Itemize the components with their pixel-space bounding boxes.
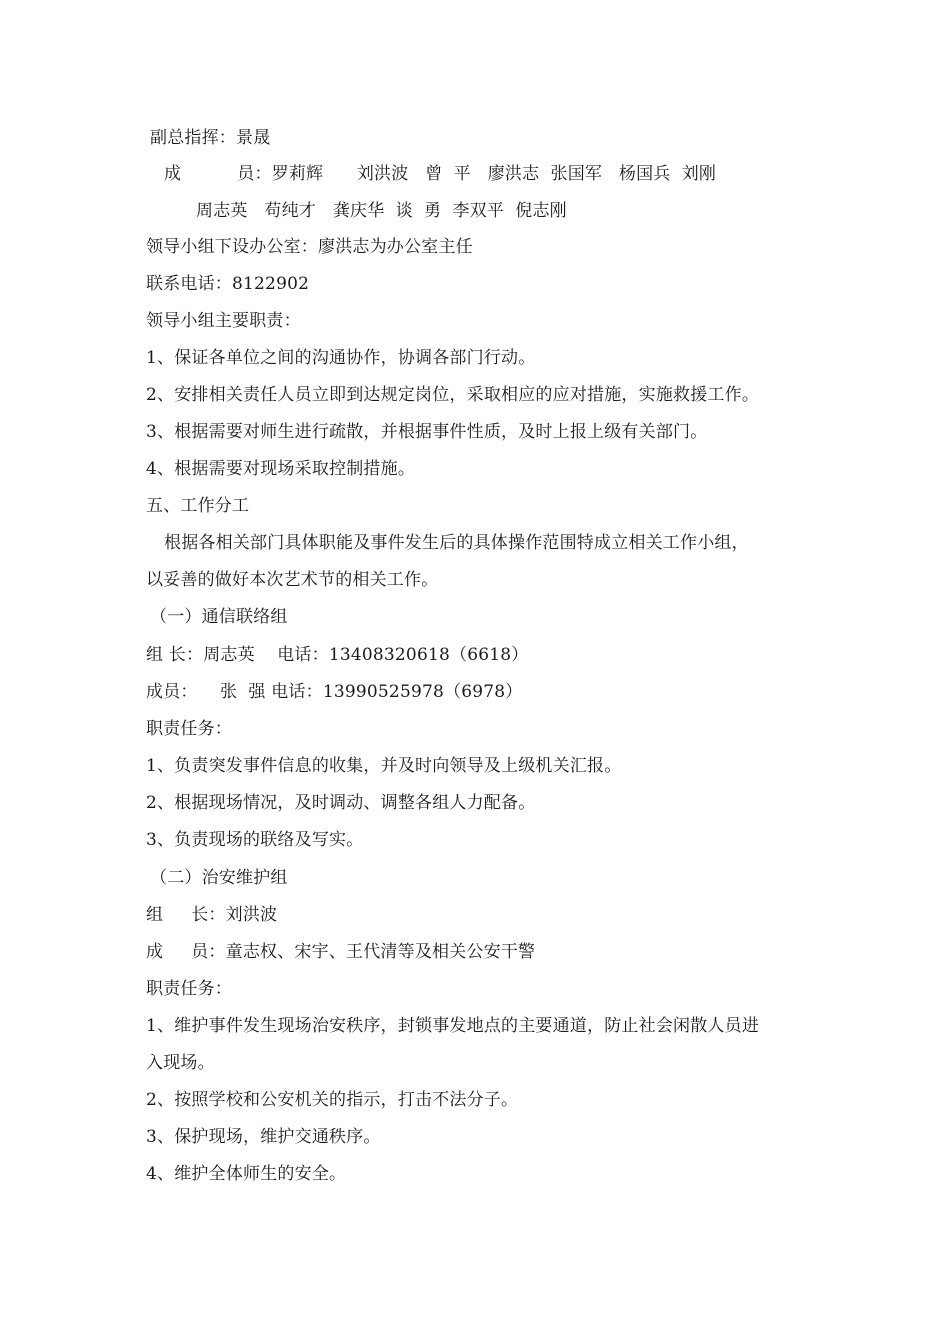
text-line-office: 领导小组下设办公室：廖洪志为办公室主任 (146, 237, 473, 257)
text-line-duty-2: 2、安排相关责任人员立即到达规定岗位，采取相应的应对措施，实施救援工作。 (146, 385, 760, 405)
text-line-task-1: 1、负责突发事件信息的收集，并及时向领导及上级机关汇报。 (146, 756, 622, 776)
text-line-duty-3: 3、根据需要对师生进行疏散，并根据事件性质，及时上报上级有关部门。 (146, 422, 708, 442)
text-line-security-tasks-heading: 职责任务： (146, 979, 232, 999)
text-line-duty-1: 1、保证各单位之间的沟通协作，协调各部门行动。 (146, 348, 536, 368)
text-line-security-task-1: 1、维护事件发生现场治安秩序，封锁事发地点的主要通道，防止社会闲散人员进 (146, 1016, 760, 1036)
text-line-group-member: 成员： 张 强 电话：13990525978（6978） (146, 682, 523, 702)
text-line-security-task-3: 3、保护现场，维护交通秩序。 (146, 1127, 381, 1147)
text-line-security-task-2: 2、按照学校和公安机关的指示，打击不法分子。 (146, 1090, 519, 1110)
text-line-duties-heading: 领导小组主要职责： (146, 311, 301, 331)
text-line-phone: 联系电话：8122902 (146, 274, 310, 294)
text-line-task-2: 2、根据现场情况，及时调动、调整各组人力配备。 (146, 793, 536, 813)
text-line-security-task-4: 4、维护全体师生的安全。 (146, 1164, 347, 1184)
text-line-deputy-commander: 副总指挥：景晟 (150, 128, 271, 148)
text-line-security-leader: 组 长：刘洪波 (146, 905, 278, 925)
text-line-members-continued: 周志英 苟纯才 龚庆华 谈 勇 李双平 倪志刚 (196, 201, 567, 221)
subsection-heading-communication: （一）通信联络组 (150, 607, 288, 627)
section-heading-work-division: 五、工作分工 (146, 496, 250, 516)
text-line-paragraph: 根据各相关部门具体职能及事件发生后的具体操作范围特成立相关工作小组， (164, 533, 749, 553)
text-line-security-members: 成 员：童志权、宋宇、王代清等及相关公安干警 (146, 942, 536, 962)
text-line-tasks-heading: 职责任务： (146, 719, 232, 739)
text-line-paragraph-continued: 以妥善的做好本次艺术节的相关工作。 (146, 570, 439, 590)
text-line-group-leader: 组 长：周志英 电话：13408320618（6618） (146, 645, 529, 665)
subsection-heading-security: （二）治安维护组 (150, 868, 288, 888)
text-line-members: 成 员：罗莉辉 刘洪波 曾 平 廖洪志 张国军 杨国兵 刘刚 (164, 164, 717, 184)
text-line-task-3: 3、负责现场的联络及写实。 (146, 830, 364, 850)
text-line-security-task-1-continued: 入现场。 (146, 1053, 215, 1073)
text-line-duty-4: 4、根据需要对现场采取控制措施。 (146, 459, 416, 479)
